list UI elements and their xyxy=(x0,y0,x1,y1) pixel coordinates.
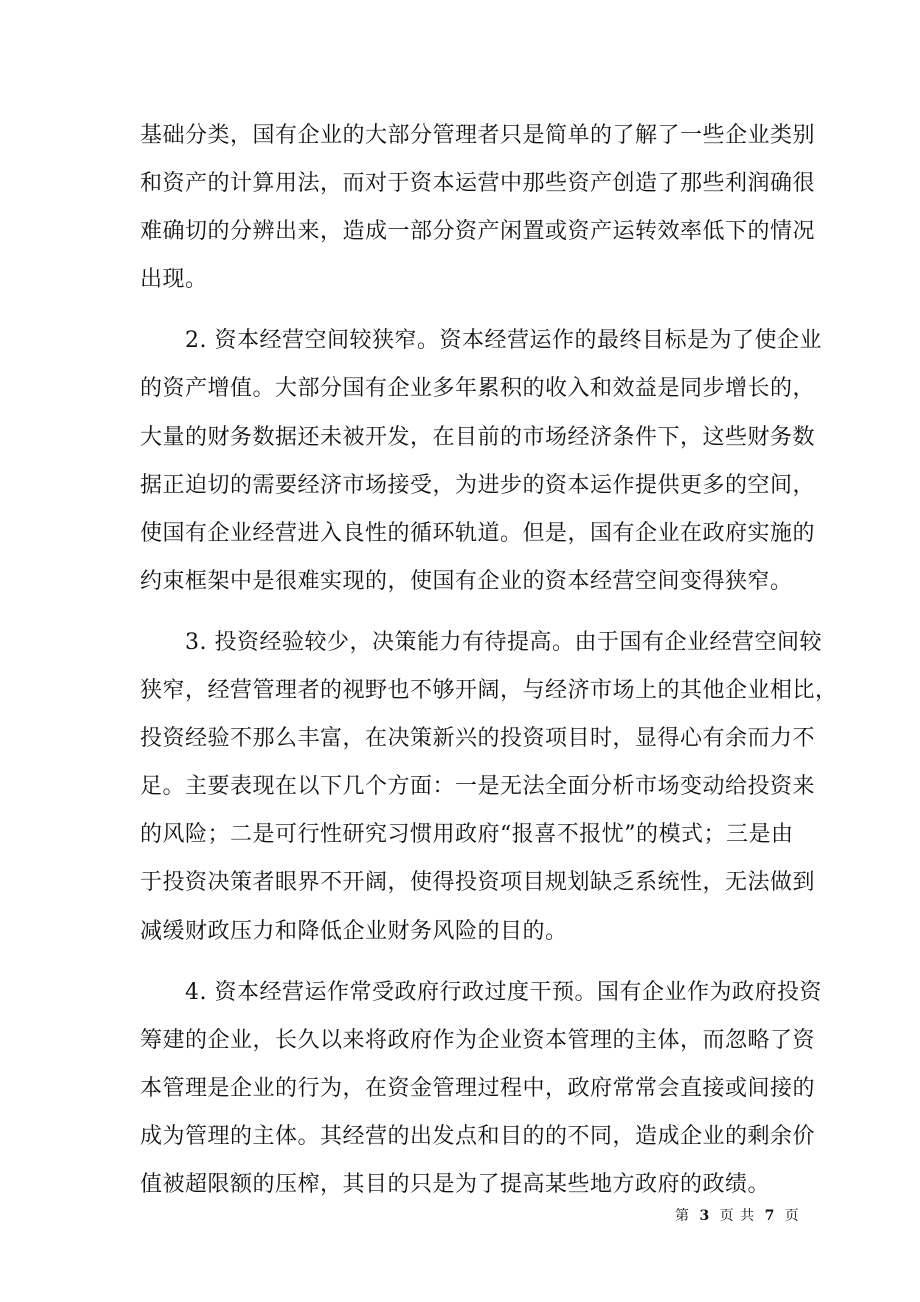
text-line: 本管理是企业的行为，在资金管理过程中，政府常常会直接或间接的 xyxy=(140,1075,816,1101)
footer-middle: 页 共 xyxy=(719,1208,756,1224)
current-page-number: 3 xyxy=(699,1208,711,1224)
text-line: 大量的财务数据还未被开发，在目前的市场经济条件下，这些财务数 xyxy=(140,424,816,450)
text-line: 和资产的计算用法，而对于资本运营中那些资产创造了那些利润确很 xyxy=(140,171,816,197)
text-line: 足。主要表现在以下几个方面：一是无法全面分析市场变动给投资来 xyxy=(140,774,816,800)
footer-prefix: 第 xyxy=(675,1208,690,1224)
document-body xyxy=(140,112,838,1209)
text-line: 的风险；二是可行性研究习惯用政府“报喜不报忧”的模式；三是由 xyxy=(140,822,794,848)
text-line: 于投资决策者眼界不开阔，使得投资项目规划缺乏系统性，无法做到 xyxy=(140,870,816,896)
text-line: 约束框架中是很难实现的，使国有企业的资本经营空间变得狭窄。 xyxy=(140,568,793,594)
text-line: 成为管理的主体。其经营的出发点和目的的不同，造成企业的剩余价 xyxy=(140,1123,816,1149)
text-line: 基础分类，国有企业的大部分管理者只是简单的了解了一些企业类别 xyxy=(140,123,816,148)
text-line: 2. 资本经营空间较狭窄。资本经营运作的最终目标是为了使企业 xyxy=(140,328,822,354)
text-line: 值被超限额的压榨，其目的只是为了提高某些地方政府的政绩。 xyxy=(140,1171,771,1197)
text-line: 投资经验不那么丰富，在决策新兴的投资项目时，显得心有余而力不 xyxy=(140,726,816,752)
text-line: 3. 投资经验较少，决策能力有待提高。由于国有企业经营空间较 xyxy=(140,629,822,655)
text-line: 筹建的企业，长久以来将政府作为企业资本管理的主体，而忽略了资 xyxy=(140,1027,816,1053)
text-line: 出现。 xyxy=(140,267,208,293)
text-line: 据正迫切的需要经济市场接受，为进步的资本运作提供更多的空间， xyxy=(140,472,816,498)
text-line: 狭窄，经营管理者的视野也不够开阔，与经济市场上的其他企业相比， xyxy=(140,678,838,704)
text-line: 使国有企业经营进入良性的循环轨道。但是，国有企业在政府实施的 xyxy=(140,520,816,546)
text-line: 4. 资本经营运作常受政府行政过度干预。国有企业作为政府投资 xyxy=(140,979,822,1005)
text-line: 难确切的分辨出来，造成一部分资产闲置或资产运转效率低下的情况 xyxy=(140,219,816,245)
text-line: 减缓财政压力和降低企业财务风险的目的。 xyxy=(140,918,568,944)
total-page-number: 7 xyxy=(764,1208,776,1224)
text-line: 的资产增值。大部分国有企业多年累积的收入和效益是同步增长的， xyxy=(140,376,816,402)
page-number-footer xyxy=(675,1205,800,1225)
footer-suffix: 页 xyxy=(784,1208,800,1224)
